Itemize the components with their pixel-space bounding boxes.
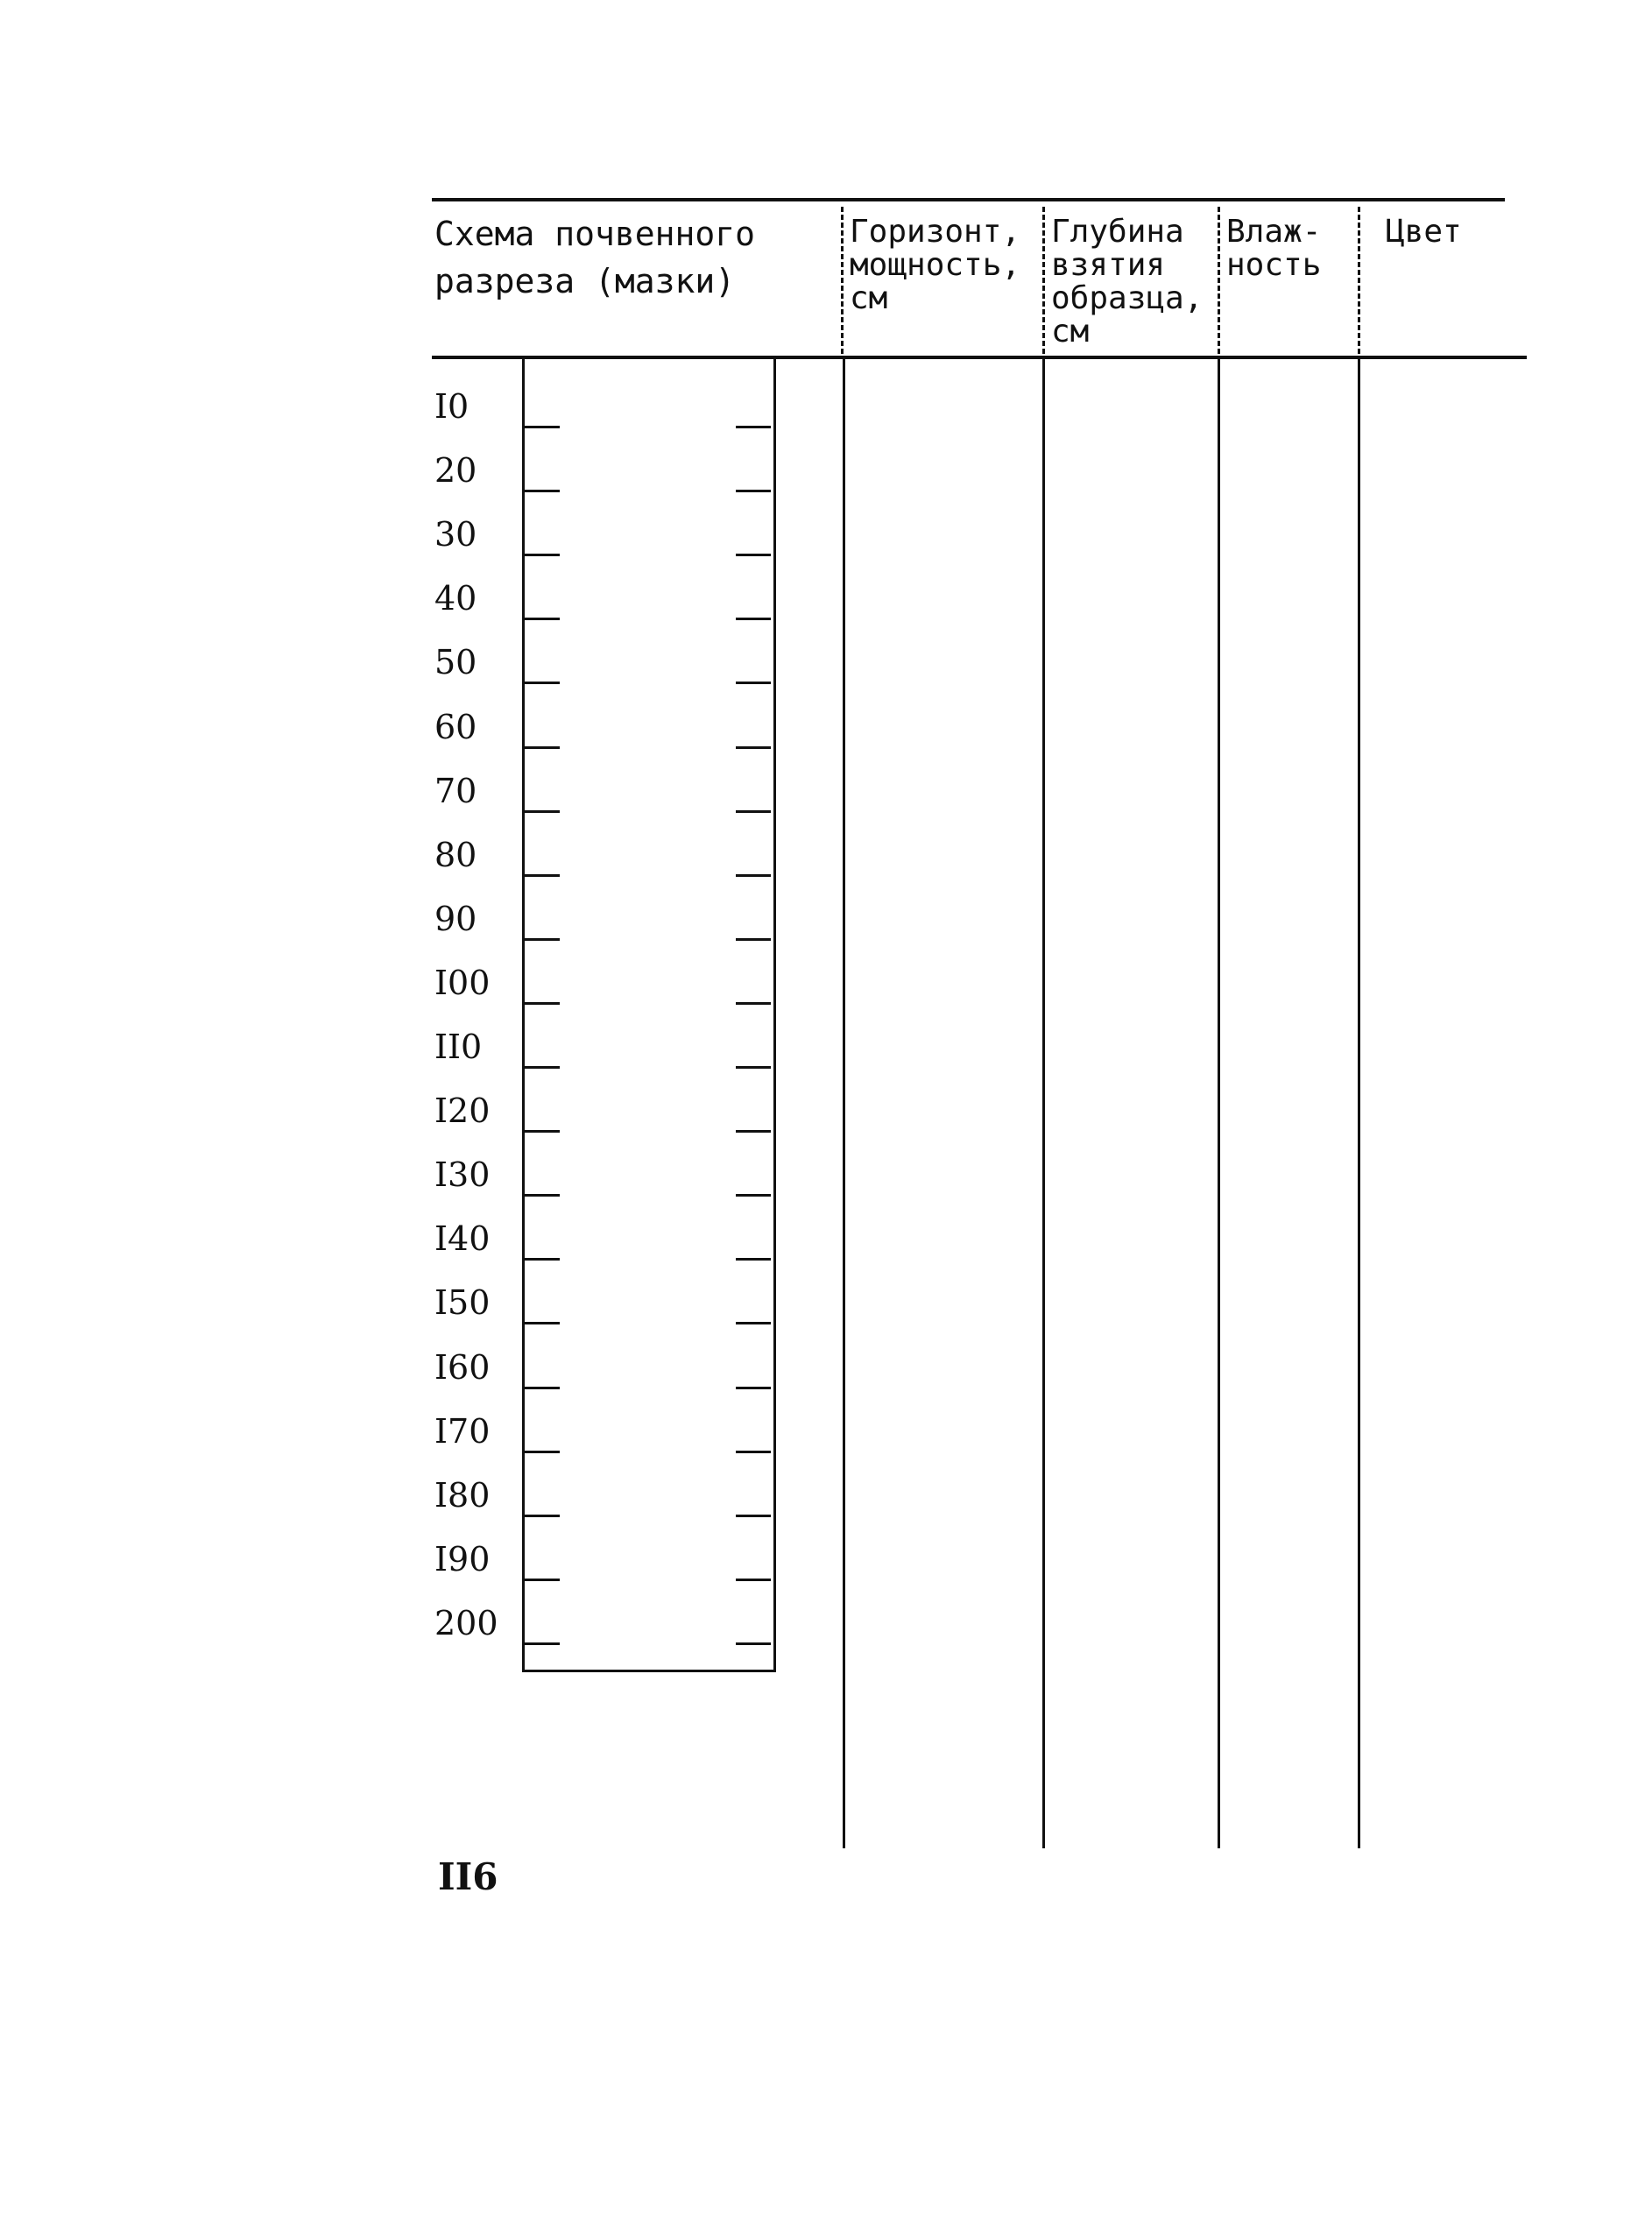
left-tick [525, 1322, 560, 1324]
right-tick [736, 746, 771, 749]
top-rule [432, 198, 1505, 201]
right-tick [736, 618, 771, 620]
header-sample-depth: Глубина взятия образца, см [1051, 214, 1204, 350]
depth-label: I30 [434, 1155, 491, 1195]
header-moisture: Влаж- ность [1226, 214, 1322, 283]
header-separator-1 [841, 207, 844, 354]
left-tick [525, 490, 560, 492]
left-tick [525, 874, 560, 877]
right-tick [736, 1002, 771, 1005]
right-tick [736, 810, 771, 813]
depth-label: I60 [434, 1347, 491, 1387]
depth-label: 30 [434, 515, 477, 554]
left-tick [525, 746, 560, 749]
right-tick [736, 1130, 771, 1133]
left-tick [525, 1002, 560, 1005]
header-separator-3 [1218, 207, 1220, 354]
header-separator-2 [1042, 207, 1045, 354]
depth-label: I50 [434, 1283, 491, 1323]
depth-label: 40 [434, 579, 477, 618]
depth-label: 200 [434, 1603, 498, 1642]
right-tick [736, 1322, 771, 1324]
left-tick [525, 1387, 560, 1389]
left-tick [525, 1194, 560, 1197]
depth-label: I20 [434, 1091, 491, 1131]
right-tick [736, 426, 771, 428]
right-tick [736, 1387, 771, 1389]
depth-label: 90 [434, 899, 477, 938]
left-tick [525, 938, 560, 941]
header-separator-4 [1358, 207, 1360, 354]
depth-label: II0 [434, 1028, 483, 1066]
right-tick [736, 682, 771, 684]
column-line-3 [1218, 359, 1220, 1848]
left-tick [525, 1451, 560, 1453]
right-tick [736, 1194, 771, 1197]
left-tick [525, 810, 560, 813]
column-line-4 [1358, 359, 1360, 1848]
left-tick [525, 554, 560, 556]
right-tick [736, 490, 771, 492]
depth-label: I0 [434, 387, 469, 426]
left-tick [525, 1579, 560, 1581]
depth-label: I90 [434, 1539, 491, 1579]
depth-label: I70 [434, 1411, 491, 1451]
column-line-2 [1042, 359, 1045, 1848]
header-scheme: Схема почвенного разреза (мазки) [434, 215, 756, 300]
depth-label: 60 [434, 707, 477, 746]
right-tick [736, 1579, 771, 1581]
depth-label: 70 [434, 771, 477, 810]
left-tick [525, 1066, 560, 1069]
right-tick [736, 874, 771, 877]
right-tick [736, 554, 771, 556]
left-tick [525, 426, 560, 428]
depth-label: I80 [434, 1475, 491, 1515]
header-horizon: Горизонт, мощность, см [850, 214, 1021, 316]
depth-label: 20 [434, 451, 477, 491]
right-tick [736, 1642, 771, 1645]
header-color: Цвет [1386, 214, 1462, 250]
right-tick [736, 938, 771, 941]
depth-label: I00 [434, 963, 491, 1002]
depth-label: 80 [434, 835, 477, 874]
depth-label: 50 [434, 643, 477, 682]
left-tick [525, 618, 560, 620]
page-number: II6 [438, 1855, 498, 1898]
right-tick [736, 1451, 771, 1453]
left-tick [525, 1642, 560, 1645]
column-line-1 [843, 359, 845, 1848]
left-tick [525, 1258, 560, 1261]
depth-label: I40 [434, 1219, 491, 1259]
left-tick [525, 1130, 560, 1133]
right-tick [736, 1066, 771, 1069]
left-tick [525, 682, 560, 684]
left-tick [525, 1515, 560, 1517]
right-tick [736, 1258, 771, 1261]
right-tick [736, 1515, 771, 1517]
